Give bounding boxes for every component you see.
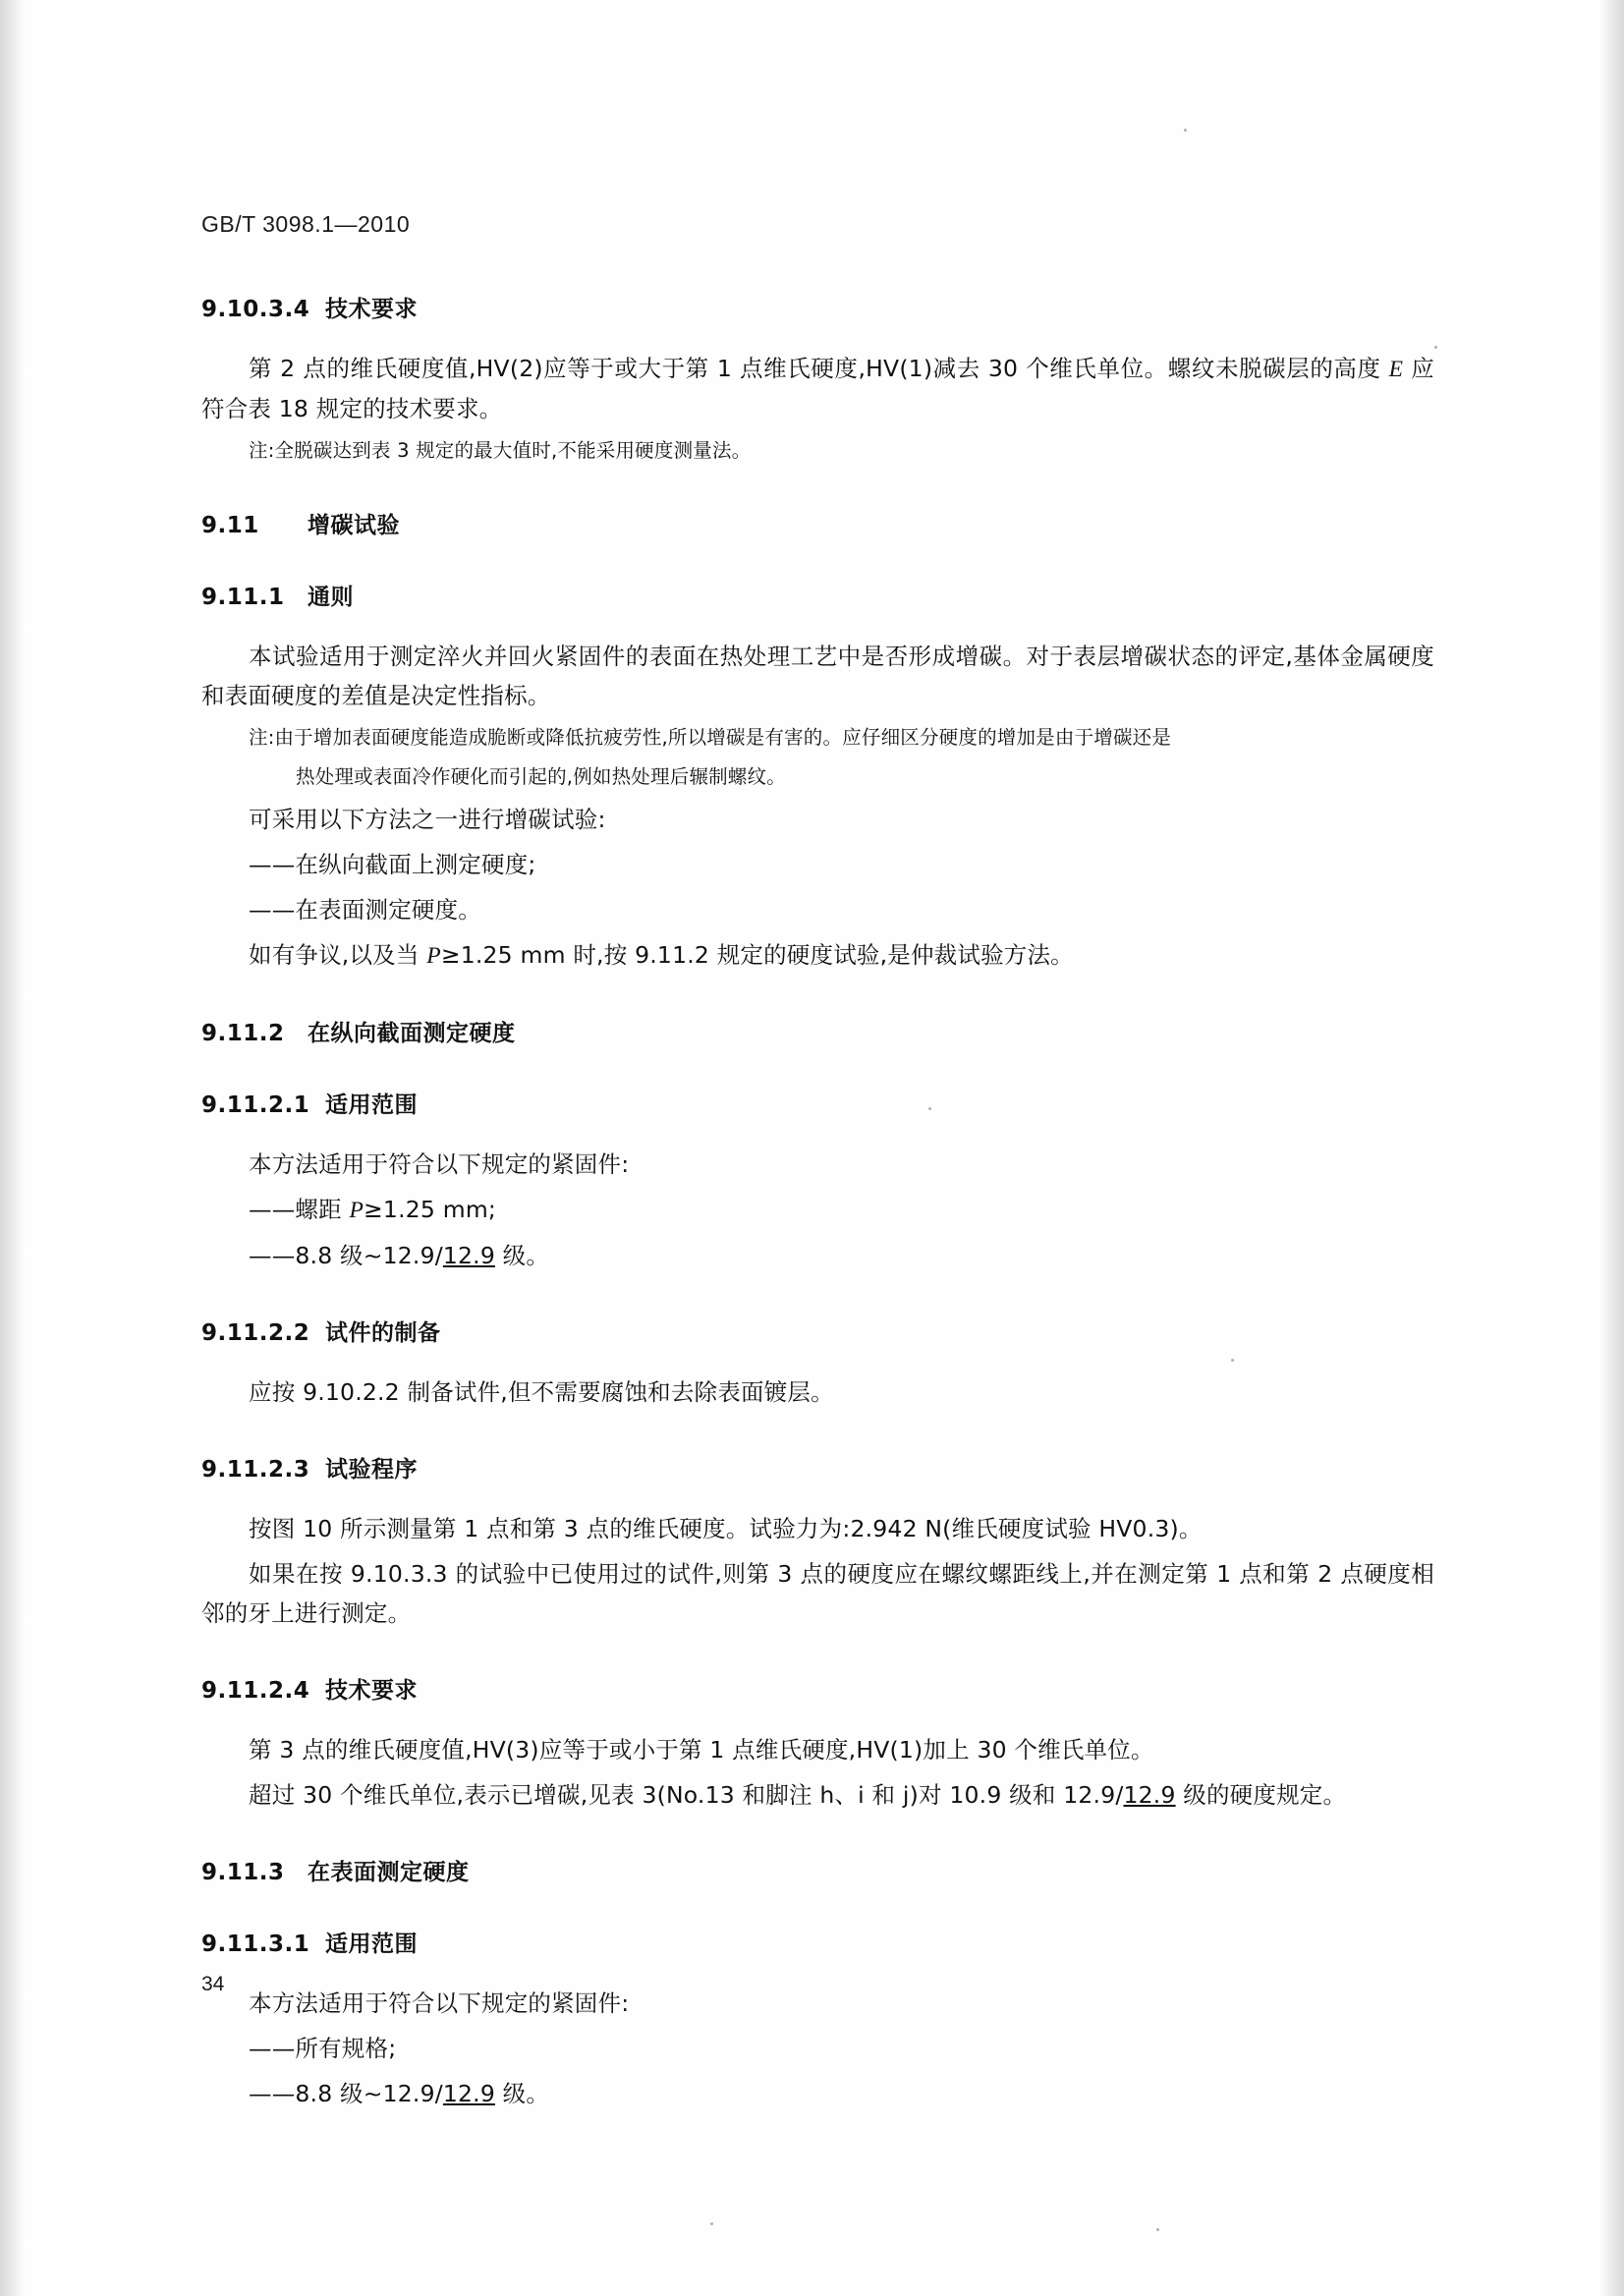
right-page-edge-shadow [1598,0,1624,2296]
list-item-9-11-2-1-a [201,1190,1434,1230]
heading-9-11 [201,507,1434,539]
note-9-11-1-line1: 注:由于增加表面硬度能造成脆断或降低抗疲劳性,所以增碳是有害的。应仔细区分硬度的增加是由于增碳还是 [249,726,1172,749]
document-standard-number: GB/T 3098.1—2010 [201,211,411,237]
heading-title: 适用范围 [325,1092,418,1118]
grade-12-9-underlined: 12.9 [442,2080,495,2107]
paragraph-9-11-2-3-1: 按图 10 所示测量第 1 点和第 3 点的维氏硬度。试验力为:2.942 N(维氏硬度试验 HV0.3)。 [249,1515,1203,1542]
heading-number: 9.11.3 [201,1860,285,1885]
left-page-edge-shadow [0,0,26,2296]
paragraph-9-11-1-2: 可采用以下方法之一进行增碳试验: [249,806,606,833]
heading-number: 9.11.2.4 [201,1678,310,1704]
heading-number: 9.11.2.2 [201,1320,310,1346]
grade-12-9-underlined: 12.9 [442,1242,495,1269]
text-run: 脱碳层的高度 [1239,355,1389,382]
heading-title: 在纵向截面测定硬度 [308,1021,516,1046]
heading-number: 9.11.2 [201,1021,285,1046]
text-run: ≥1.25 mm; [364,1196,497,1223]
heading-number: 9.11.1 [201,585,285,610]
heading-9-10-3-4 [201,291,1434,323]
list-item-9-11-2-1-b [201,1236,1434,1275]
heading-title: 试件的制备 [325,1320,441,1346]
heading-title: 技术要求 [325,297,418,322]
text-run: 级的硬度规定。 [1175,1781,1347,1809]
text-run: ≥1.25 mm 时,按 9.11.2 规定的硬度试验,是仲裁试验方法。 [440,941,1074,969]
variable-E: E [1388,357,1404,382]
text-run: 级。 [495,2080,550,2107]
list-item-9-11-3-1-b [201,2074,1434,2113]
scan-artifact-dot [1434,346,1437,349]
scan-artifact-dot [1184,129,1187,132]
variable-P: P [426,943,441,969]
heading-number: 9.11.2.1 [201,1092,310,1118]
text-run: 第 2 点的维氏硬度值,HV(2)应等于或大于第 1 点维氏硬度,HV(1)减去 30 个维氏单位。螺纹未 [249,355,1240,382]
scan-artifact-dot [1156,2228,1159,2231]
variable-P: P [349,1198,364,1223]
paragraph-9-11-1-1: 本试验适用于测定淬火并回火紧固件的表面在热处理工艺中是否形成增碳。对于表层增碳状态的评定,基体金属硬度和表面硬度的差值是决定性指标。 [201,643,1434,709]
heading-9-11-2 [201,1015,1434,1047]
heading-title: 技术要求 [325,1678,418,1704]
note-9-10-3-4: 注:全脱碳达到表 3 规定的最大值时,不能采用硬度测量法。 [249,439,752,462]
heading-title: 增碳试验 [308,513,400,538]
page-number: 34 [201,1973,225,1995]
heading-title: 试验程序 [325,1457,418,1483]
paragraph-9-11-2-1-1: 本方法适用于符合以下规定的紧固件: [249,1150,630,1178]
list-item-9-11-1-b: ——在表面测定硬度。 [249,896,481,924]
heading-9-11-2-2 [201,1315,1434,1347]
text-run: ——8.8 级~12.9/ [249,1242,443,1269]
heading-9-11-2-1 [201,1087,1434,1119]
note-9-11-1-line2: 热处理或表面冷作硬化而引起的,例如热处理后辗制螺纹。 [296,765,786,788]
text-run: 应符合表 18 规定的技术要求。 [201,355,1434,422]
heading-number: 9.11 [201,513,259,538]
heading-number: 9.11.3.1 [201,1932,310,1957]
heading-9-11-3-1 [201,1926,1434,1958]
paragraph-9-11-1-3 [201,935,1434,976]
paragraph-9-11-2-4-2 [201,1775,1434,1815]
heading-9-11-1 [201,579,1434,611]
text-run: ——8.8 级~12.9/ [249,2080,443,2107]
paragraph-9-10-3-4-1 [201,349,1434,428]
heading-title: 通则 [308,585,354,610]
list-item-9-11-1-a: ——在纵向截面上测定硬度; [249,851,536,878]
heading-title: 适用范围 [325,1932,418,1957]
heading-number: 9.11.2.3 [201,1457,310,1483]
heading-9-11-3 [201,1854,1434,1886]
heading-9-11-2-4 [201,1672,1434,1705]
heading-title: 在表面测定硬度 [308,1860,470,1885]
paragraph-9-11-2-4-1: 第 3 点的维氏硬度值,HV(3)应等于或小于第 1 点维氏硬度,HV(1)加上 30 个维氏单位。 [249,1736,1154,1764]
paragraph-9-11-2-2-1: 应按 9.10.2.2 制备试件,但不需要腐蚀和去除表面镀层。 [249,1378,834,1406]
heading-9-11-2-3 [201,1451,1434,1484]
page-content [201,211,1434,2119]
text-run: 级。 [495,1242,550,1269]
scan-artifact-dot [710,2222,713,2225]
text-run: ——螺距 [249,1196,350,1223]
grade-12-9-underlined: 12.9 [1123,1781,1176,1809]
paragraph-9-11-2-3-2: 如果在按 9.10.3.3 的试验中已使用过的试件,则第 3 点的硬度应在螺纹螺距线上,并在测定第 1 点和第 2 点硬度相邻的牙上进行测定。 [201,1560,1434,1627]
heading-number: 9.10.3.4 [201,297,310,322]
list-item-9-11-3-1-a: ——所有规格; [249,2035,397,2062]
text-run: 超过 30 个维氏单位,表示已增碳,见表 3(No.13 和脚注 h、i 和 j)对 10.9 级和 12.9/ [249,1781,1124,1809]
paragraph-9-11-3-1-1: 本方法适用于符合以下规定的紧固件: [249,1989,630,2017]
text-run: 如有争议,以及当 [249,941,427,969]
